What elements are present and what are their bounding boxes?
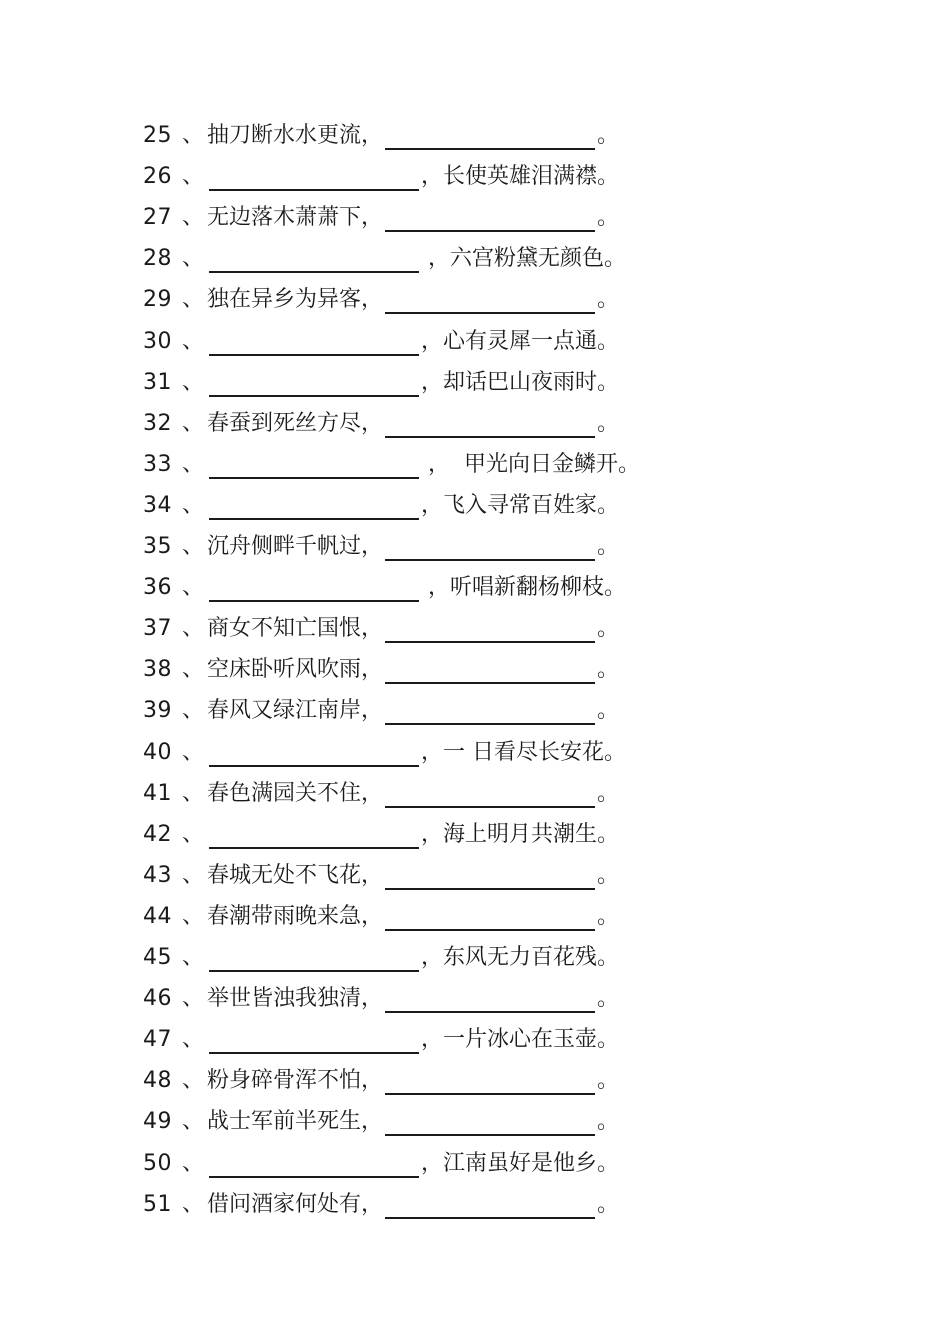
question-row (143, 940, 703, 976)
number-separator: 、 (181, 1109, 204, 1135)
answer-blank[interactable] (209, 451, 419, 479)
question-row (143, 693, 703, 729)
ending-punctuation: 。 (597, 534, 620, 559)
given-line-text: ， 甲光向日金鳞开。 (421, 451, 640, 477)
answer-blank[interactable] (209, 1026, 419, 1054)
question-row (143, 1104, 703, 1140)
question-row (143, 406, 703, 442)
ending-punctuation: 。 (597, 862, 620, 888)
question-number: 44 (143, 903, 172, 929)
answer-blank[interactable] (385, 615, 595, 643)
given-line-text: ，心有灵犀一点通。 (421, 328, 620, 354)
given-line-text: 粉身碎骨浑不怕， (207, 1068, 384, 1094)
question-row (143, 365, 703, 401)
question-row (143, 611, 703, 647)
question-number: 25 (143, 123, 172, 148)
number-separator: 、 (181, 780, 204, 806)
number-separator: 、 (181, 246, 204, 272)
number-separator: 、 (181, 903, 204, 929)
given-line-text: ，海上明月共潮生。 (421, 821, 620, 847)
given-line-text: 空床卧听风吹雨， (207, 657, 384, 683)
ending-punctuation: 。 (597, 903, 620, 929)
question-number: 27 (143, 205, 172, 231)
number-separator: 、 (181, 451, 204, 477)
number-separator: 、 (181, 1191, 204, 1217)
number-separator: 、 (181, 698, 204, 724)
number-separator: 、 (181, 205, 204, 231)
question-number: 42 (143, 821, 172, 847)
question-number: 30 (143, 328, 172, 354)
given-line-text: 春城无处不飞花， (207, 862, 384, 888)
answer-blank[interactable] (209, 821, 419, 849)
number-separator: 、 (181, 862, 204, 888)
question-row (143, 776, 703, 812)
question-number: 34 (143, 492, 172, 518)
given-line-text: 春潮带雨晚来急， (207, 903, 384, 929)
ending-punctuation: 。 (597, 616, 620, 642)
given-line-text: 独在异乡为异客， (207, 287, 384, 313)
given-line-text: ，听唱新翻杨柳枝。 (421, 575, 626, 601)
question-number: 35 (143, 534, 172, 559)
answer-blank[interactable] (385, 656, 595, 684)
answer-blank[interactable] (209, 369, 419, 397)
answer-blank[interactable] (209, 492, 419, 520)
number-separator: 、 (181, 739, 204, 765)
given-line-text: 春风又绿江南岸， (207, 698, 384, 724)
answer-blank[interactable] (385, 286, 595, 314)
ending-punctuation: 。 (597, 1068, 620, 1094)
number-separator: 、 (181, 1068, 204, 1094)
given-line-text: 战士军前半死生， (207, 1109, 384, 1135)
question-number: 48 (143, 1068, 172, 1094)
answer-blank[interactable] (385, 204, 595, 232)
answer-blank[interactable] (385, 697, 595, 725)
question-number: 38 (143, 657, 172, 683)
question-row (143, 488, 703, 524)
given-line-text: 抽刀断水水更流， (207, 123, 384, 148)
question-number: 46 (143, 986, 172, 1012)
question-row (143, 1146, 703, 1182)
given-line-text: ，一 日看尽长安花。 (421, 739, 626, 765)
answer-blank[interactable] (385, 903, 595, 931)
answer-blank[interactable] (385, 1108, 595, 1136)
question-number: 41 (143, 780, 172, 806)
question-row (143, 118, 703, 154)
number-separator: 、 (181, 821, 204, 847)
question-number: 40 (143, 739, 172, 765)
answer-blank[interactable] (209, 574, 419, 602)
question-row (143, 282, 703, 318)
question-number: 43 (143, 862, 172, 888)
number-separator: 、 (181, 616, 204, 642)
answer-blank[interactable] (385, 862, 595, 890)
answer-blank[interactable] (385, 985, 595, 1013)
question-row (143, 735, 703, 771)
question-number: 26 (143, 164, 172, 190)
question-number: 32 (143, 410, 172, 436)
answer-blank[interactable] (385, 122, 595, 150)
given-line-text: ，长使英雄泪满襟。 (421, 164, 620, 190)
number-separator: 、 (181, 164, 204, 190)
answer-blank[interactable] (385, 533, 595, 561)
ending-punctuation: 。 (597, 205, 620, 231)
answer-blank[interactable] (209, 245, 419, 273)
question-number: 33 (143, 451, 172, 477)
question-number: 29 (143, 287, 172, 313)
answer-blank[interactable] (385, 780, 595, 808)
number-separator: 、 (181, 986, 204, 1012)
given-line-text: 春色满园关不住， (207, 780, 384, 806)
ending-punctuation: 。 (597, 698, 620, 724)
answer-blank[interactable] (209, 1150, 419, 1178)
ending-punctuation: 。 (597, 1109, 620, 1135)
ending-punctuation: 。 (597, 1191, 620, 1217)
answer-blank[interactable] (385, 1067, 595, 1095)
answer-blank[interactable] (385, 1191, 595, 1219)
ending-punctuation: 。 (597, 657, 620, 683)
given-line-text: 商女不知亡国恨， (207, 616, 384, 642)
number-separator: 、 (181, 1027, 204, 1053)
number-separator: 、 (181, 328, 204, 354)
question-row (143, 447, 703, 483)
question-number: 47 (143, 1027, 172, 1053)
number-separator: 、 (181, 410, 204, 436)
question-row (143, 200, 703, 236)
given-line-text: 无边落木萧萧下， (207, 205, 384, 231)
number-separator: 、 (181, 492, 204, 518)
given-line-text: ，却话巴山夜雨时。 (421, 369, 620, 395)
given-line-text: ，江南虽好是他乡。 (421, 1150, 620, 1176)
question-row (143, 529, 703, 565)
given-line-text: 举世皆浊我独清， (207, 986, 384, 1012)
ending-punctuation: 。 (597, 780, 620, 806)
question-row (143, 899, 703, 935)
number-separator: 、 (181, 369, 204, 395)
number-separator: 、 (181, 534, 204, 559)
question-row (143, 858, 703, 894)
question-row (143, 1022, 703, 1058)
question-row (143, 241, 703, 277)
question-number: 31 (143, 369, 172, 395)
answer-blank[interactable] (209, 328, 419, 356)
question-row (143, 1187, 703, 1223)
question-row (143, 817, 703, 853)
number-separator: 、 (181, 287, 204, 313)
number-separator: 、 (181, 123, 204, 148)
given-line-text: 春蚕到死丝方尽， (207, 410, 384, 436)
question-row (143, 159, 703, 195)
question-number: 36 (143, 575, 172, 601)
ending-punctuation: 。 (597, 123, 620, 148)
question-number: 50 (143, 1150, 172, 1176)
given-line-text: ，一片冰心在玉壶。 (421, 1027, 620, 1053)
given-line-text: ，六宫粉黛无颜色。 (421, 246, 626, 272)
question-row (143, 652, 703, 688)
ending-punctuation: 。 (597, 986, 620, 1012)
ending-punctuation: 。 (597, 410, 620, 436)
question-number: 39 (143, 698, 172, 724)
question-row (143, 981, 703, 1017)
given-line-text: 借问酒家何处有， (207, 1191, 384, 1217)
given-line-text: ，东风无力百花残。 (421, 945, 620, 970)
question-number: 28 (143, 246, 172, 272)
answer-blank[interactable] (209, 944, 419, 972)
answer-blank[interactable] (209, 739, 419, 767)
question-row (143, 570, 703, 606)
number-separator: 、 (181, 575, 204, 601)
question-number: 49 (143, 1109, 172, 1135)
number-separator: 、 (181, 657, 204, 683)
ending-punctuation: 。 (597, 287, 620, 313)
question-number: 51 (143, 1191, 172, 1217)
question-row (143, 324, 703, 360)
given-line-text: ，飞入寻常百姓家。 (421, 492, 620, 518)
question-row (143, 1063, 703, 1099)
question-number: 45 (143, 945, 172, 970)
answer-blank[interactable] (385, 410, 595, 438)
given-line-text: 沉舟侧畔千帆过， (207, 534, 384, 559)
number-separator: 、 (181, 945, 204, 970)
number-separator: 、 (181, 1150, 204, 1176)
answer-blank[interactable] (209, 163, 419, 191)
question-number: 37 (143, 616, 172, 642)
